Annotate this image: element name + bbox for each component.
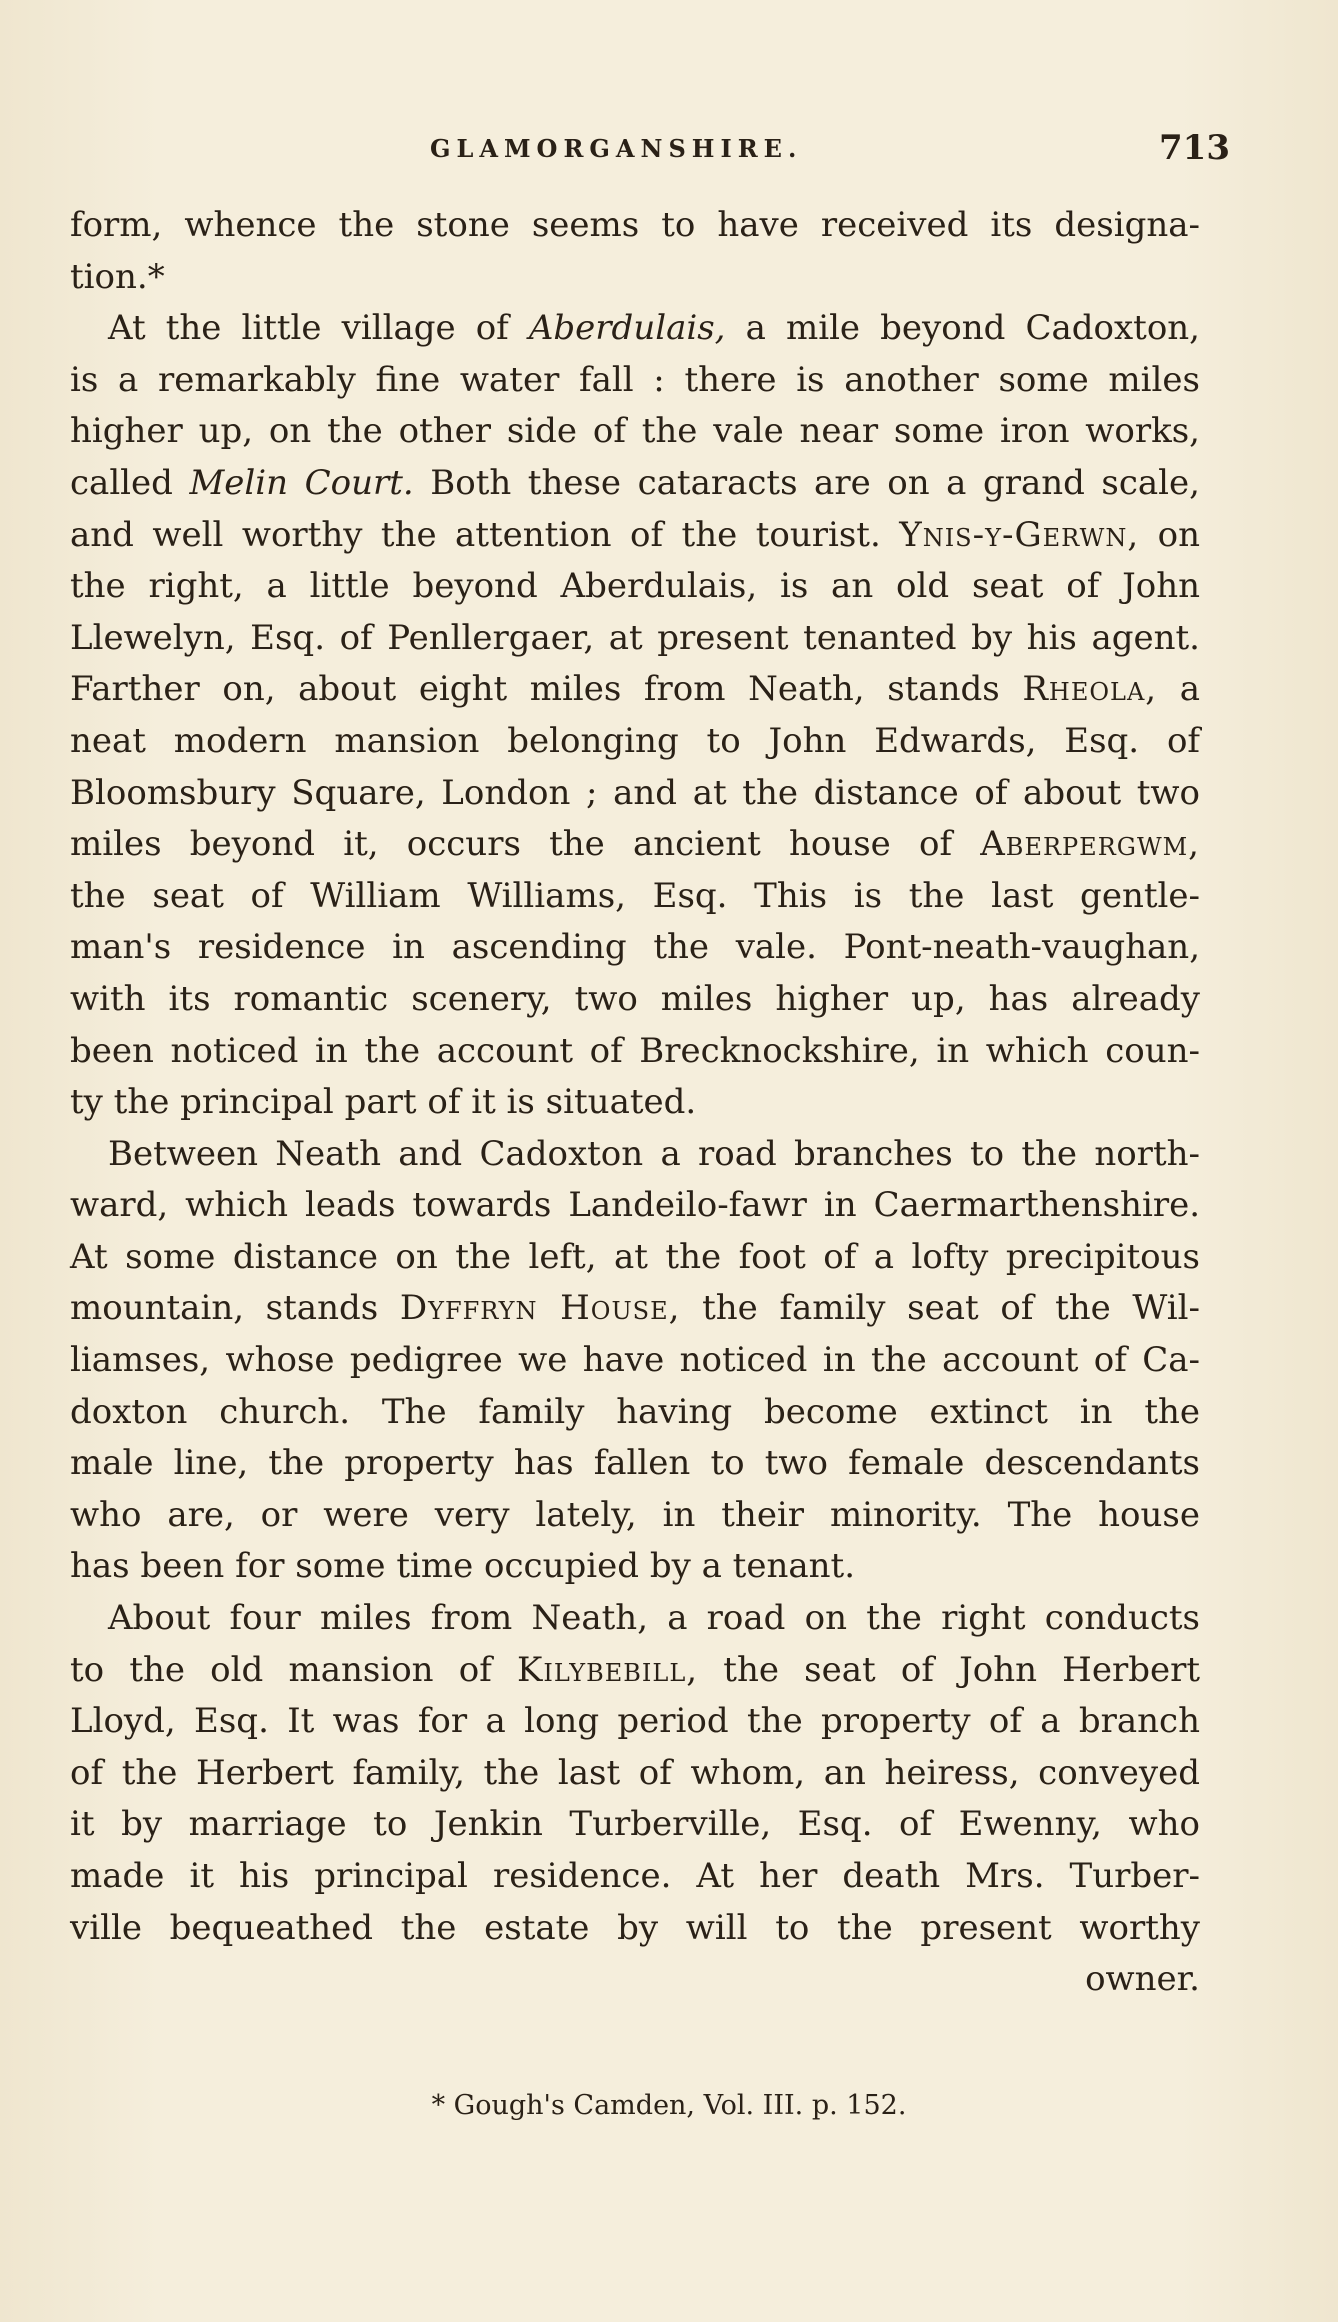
line-text: called bbox=[70, 462, 190, 503]
text-line: Llewelyn, Esq. of Penllergaer, at present tenanted by his agent. bbox=[70, 617, 1200, 658]
text-line: ville bequeathed the estate by will to the present worthy bbox=[70, 1907, 1200, 1948]
line-text: At the little village of bbox=[108, 308, 529, 349]
footnote: * Gough's Camden, Vol. III. p. 152. bbox=[431, 2090, 907, 2121]
line-text: the seat of John Herbert bbox=[698, 1649, 1200, 1690]
text-line: ty the principal part of it is situated. bbox=[70, 1082, 697, 1123]
text-line: been noticed in the account of Brecknockshire, in which coun- bbox=[70, 1030, 1200, 1071]
line-text: Both these cataracts are on a grand scale, bbox=[413, 462, 1200, 503]
place-name: Melin Court. bbox=[189, 462, 414, 503]
line-text: miles beyond it, occurs the ancient house of bbox=[70, 824, 981, 865]
line-text: on bbox=[1139, 514, 1200, 555]
text-line: male line, the property has fallen to two female descendants bbox=[70, 1443, 1200, 1484]
running-head: GLAMORGANSHIRE. bbox=[430, 134, 803, 163]
text-line bbox=[70, 510, 1200, 562]
line-text: and well worthy the attention of the tourist. bbox=[70, 514, 900, 555]
text-line: tion.* bbox=[70, 256, 165, 297]
text-line: the right, a little beyond Aberdulais, is an old seat of John bbox=[70, 566, 1200, 607]
text-line: who are, or were very lately, in their minority. The house bbox=[70, 1494, 1200, 1535]
text-line bbox=[70, 819, 1200, 871]
estate-name: Dyffryn House, bbox=[399, 1288, 681, 1329]
text-line: higher up, on the other side of the vale near some iron works, bbox=[70, 411, 1200, 452]
catchword: owner. bbox=[1085, 1959, 1200, 2000]
page-header bbox=[70, 128, 1230, 168]
line-text: Farther on, about eight miles from Neath, stands bbox=[70, 669, 1023, 710]
text-line bbox=[70, 1645, 1200, 1697]
page-number: 713 bbox=[1159, 128, 1230, 168]
text-line: it by marriage to Jenkin Turberville, Esq. of Ewenny, who bbox=[70, 1804, 1200, 1845]
estate-name: Ynis-y-Gerwn, bbox=[899, 514, 1140, 555]
line-text: a bbox=[1157, 669, 1201, 710]
text-line: Lloyd, Esq. It was for a long period the property of a branch bbox=[70, 1701, 1200, 1742]
text-line: man's residence in ascending the vale. Pont-neath-vaughan, bbox=[70, 927, 1200, 968]
text-line: of the Herbert family, the last of whom, an heiress, conveyed bbox=[70, 1752, 1200, 1793]
text-line: neat modern mansion belonging to John Edwards, Esq. of bbox=[70, 720, 1200, 761]
line-text: mountain, stands bbox=[70, 1288, 400, 1329]
text-line: liamses, whose pedigree we have noticed in the account of Ca- bbox=[70, 1340, 1200, 1381]
text-line bbox=[70, 458, 1200, 510]
text-line: ward, which leads towards Landeilo-fawr in Caermarthenshire. bbox=[70, 1185, 1200, 1226]
text-line: has been for some time occupied by a tenant. bbox=[70, 1546, 856, 1587]
estate-name: Aberpergwm, bbox=[980, 824, 1200, 865]
estate-name: Rheola, bbox=[1022, 669, 1158, 710]
text-line: About four miles from Neath, a road on the right conducts bbox=[108, 1598, 1200, 1639]
text-line: form, whence the stone seems to have received its designa- bbox=[70, 205, 1200, 245]
line-text: the family seat of the Wil- bbox=[680, 1288, 1201, 1329]
text-line bbox=[70, 1283, 1200, 1335]
text-line: Between Neath and Cadoxton a road branches to the north- bbox=[108, 1133, 1200, 1174]
text-line: At some distance on the left, at the foot of a lofty precipitous bbox=[70, 1236, 1200, 1277]
text-line: Bloomsbury Square, London ; and at the distance of about two bbox=[70, 772, 1200, 813]
text-line: the seat of William Williams, Esq. This is the last gentle- bbox=[70, 875, 1200, 916]
text-line: made it his principal residence. At her death Mrs. Turber- bbox=[70, 1856, 1200, 1896]
place-name: Aberdulais, bbox=[528, 308, 726, 349]
estate-name: Kilybebill, bbox=[517, 1649, 699, 1690]
body-text bbox=[70, 200, 1200, 2006]
text-line bbox=[70, 303, 1200, 355]
text-line: doxton church. The family having become extinct in the bbox=[70, 1391, 1200, 1432]
text-line: is a remarkably fine water fall : there is another some miles bbox=[70, 359, 1200, 400]
text-line: with its romantic scenery, two miles higher up, has already bbox=[70, 978, 1200, 1019]
line-text: a mile beyond Cadoxton, bbox=[725, 308, 1200, 349]
line-text: to the old mansion of bbox=[70, 1649, 518, 1690]
text-line bbox=[70, 664, 1200, 716]
